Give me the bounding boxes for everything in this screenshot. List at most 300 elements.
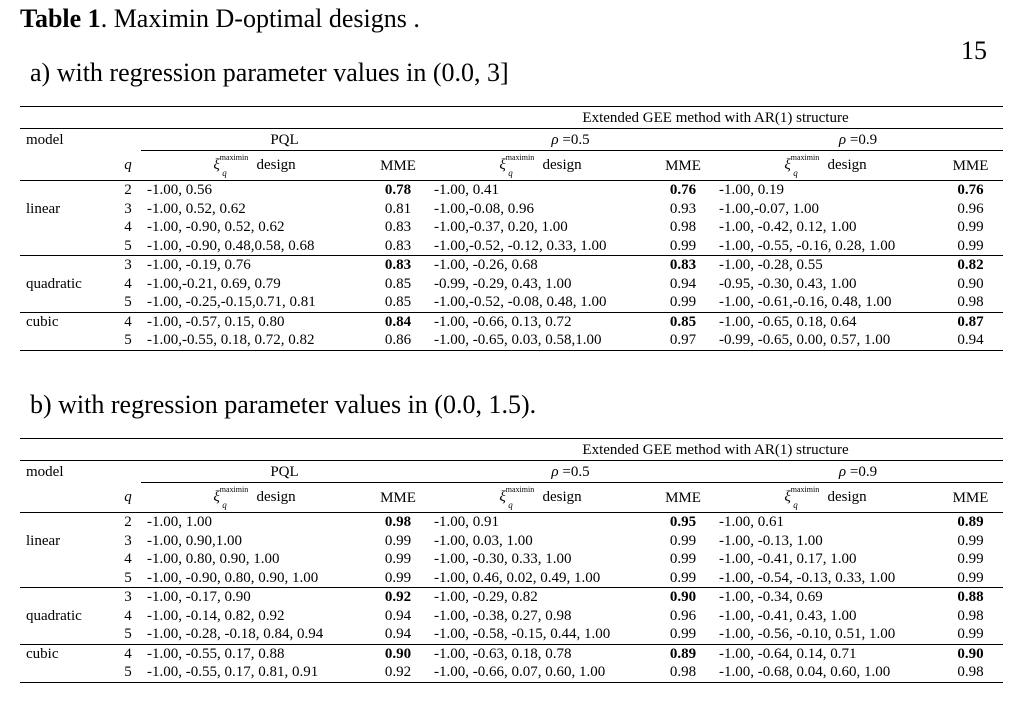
mme-value: 0.87 — [957, 313, 984, 330]
mme-cell — [368, 569, 428, 588]
model-cell — [20, 275, 115, 294]
mme-cell — [368, 513, 428, 532]
mme-cell — [653, 293, 713, 312]
xi-superscript: maximin — [219, 485, 249, 494]
q-label: q — [124, 157, 132, 174]
mme-value: 0.99 — [957, 569, 984, 586]
design-value: -0.99, -0.29, 0.43, 1.00 — [434, 275, 572, 292]
mme-cell — [938, 256, 1003, 275]
design-cell — [713, 331, 938, 350]
q-value: 4 — [124, 313, 132, 330]
rho-value: =0.9 — [849, 131, 878, 148]
design-cell — [428, 237, 653, 256]
design-label: design — [256, 489, 296, 505]
mme-value: 0.94 — [384, 607, 412, 624]
mme-value: 0.90 — [384, 645, 412, 662]
section-b-heading: b) with regression parameter values in (0.0, 1.5). — [30, 390, 537, 419]
design-cell — [713, 200, 938, 219]
pql-label: PQL — [270, 131, 299, 148]
mme-value: 0.96 — [669, 607, 697, 624]
mme-value: 0.99 — [957, 532, 984, 549]
design-value: -1.00, 0.19 — [719, 182, 784, 198]
section-a-heading: a) with regression parameter values in (0.0, 3] — [30, 58, 509, 87]
mme-cell — [653, 312, 713, 331]
table-row — [20, 218, 1003, 237]
mme-value: 0.94 — [957, 332, 984, 348]
xi-symbol — [784, 153, 823, 178]
design-value: -1.00, 0.46, 0.02, 0.49, 1.00 — [434, 569, 601, 586]
design-cell — [141, 181, 368, 200]
design-value: -1.00, -0.34, 0.69 — [719, 589, 823, 605]
design-cell — [141, 331, 368, 350]
mme-value: 0.94 — [669, 275, 697, 292]
design-cell — [713, 644, 938, 663]
header-blank — [20, 439, 141, 461]
xi-symbol — [213, 485, 252, 510]
table-row — [20, 200, 1003, 219]
mme-value: 0.89 — [957, 514, 984, 530]
q-value: 4 — [124, 275, 132, 292]
q-value: 5 — [124, 569, 132, 586]
group-title-text: Extended GEE method with AR(1) structure — [582, 109, 849, 126]
xi-design-header — [428, 483, 653, 513]
mme-cell — [653, 588, 713, 607]
mme-cell — [938, 550, 1003, 569]
design-cell — [428, 312, 653, 331]
model-cell — [20, 663, 115, 682]
design-cell — [141, 532, 368, 551]
design-value: -1.00, -0.14, 0.82, 0.92 — [147, 607, 285, 624]
xi-design-header — [141, 151, 368, 181]
table-row — [20, 663, 1003, 682]
mme-cell — [653, 550, 713, 569]
design-cell — [713, 218, 938, 237]
mme-value: 0.98 — [957, 607, 984, 624]
design-value: -1.00,-0.37, 0.20, 1.00 — [434, 219, 568, 235]
design-value: -1.00, -0.41, 0.43, 1.00 — [719, 607, 857, 624]
mme-label: MME — [380, 157, 416, 174]
xi-letter: ξ — [499, 157, 506, 173]
design-cell — [428, 256, 653, 275]
mme-cell — [938, 625, 1003, 644]
table-row — [20, 588, 1003, 607]
model-header — [20, 129, 115, 151]
header-blank — [115, 461, 141, 483]
design-cell — [713, 513, 938, 532]
design-cell — [141, 256, 368, 275]
mme-cell — [938, 588, 1003, 607]
header-blank — [141, 107, 428, 129]
q-cell — [115, 607, 141, 626]
table-b — [20, 438, 1003, 683]
design-cell — [713, 607, 938, 626]
q-cell — [115, 218, 141, 237]
design-value: -1.00, -0.41, 0.17, 1.00 — [719, 551, 857, 567]
q-cell — [115, 569, 141, 588]
model-cell — [20, 569, 115, 588]
table-a — [20, 106, 1003, 351]
design-value: -1.00, -0.64, 0.14, 0.71 — [719, 645, 857, 662]
design-value: -1.00,-0.07, 1.00 — [719, 200, 819, 217]
design-value: -1.00, -0.57, 0.15, 0.80 — [147, 313, 285, 330]
design-value: -1.00,-0.52, -0.12, 0.33, 1.00 — [434, 237, 607, 254]
design-value: -1.00, -0.55, -0.16, 0.28, 1.00 — [719, 237, 896, 254]
model-cell — [20, 200, 115, 219]
header-blank — [20, 151, 115, 181]
design-cell — [428, 181, 653, 200]
mme-value: 0.99 — [957, 626, 984, 642]
table-row — [20, 293, 1003, 312]
design-value: -1.00, -0.17, 0.90 — [147, 589, 251, 605]
design-cell — [428, 513, 653, 532]
design-cell — [141, 550, 368, 569]
model-cell — [20, 293, 115, 312]
design-cell — [141, 569, 368, 588]
mme-cell — [938, 293, 1003, 312]
design-value: -0.99, -0.65, 0.00, 0.57, 1.00 — [719, 332, 891, 348]
mme-value: 0.99 — [957, 551, 984, 567]
design-cell — [428, 532, 653, 551]
design-value: -1.00, -0.90, 0.80, 0.90, 1.00 — [147, 569, 319, 586]
mme-cell — [938, 200, 1003, 219]
design-cell — [713, 550, 938, 569]
mme-cell — [368, 532, 428, 551]
mme-cell — [368, 218, 428, 237]
design-value: -1.00,-0.52, -0.08, 0.48, 1.00 — [434, 294, 607, 310]
mme-header — [368, 483, 428, 513]
q-value: 5 — [124, 332, 132, 348]
design-cell — [141, 218, 368, 237]
design-label: design — [256, 157, 296, 173]
xi-superscript: maximin — [505, 485, 535, 494]
table-row — [20, 532, 1003, 551]
design-value: -1.00, -0.13, 1.00 — [719, 532, 823, 549]
table-caption — [20, 4, 420, 34]
xi-superscript: maximin — [505, 153, 535, 162]
xi-design-header — [428, 151, 653, 181]
mme-cell — [368, 331, 428, 350]
mme-label: MME — [380, 489, 416, 506]
design-cell — [428, 218, 653, 237]
design-value: -1.00, 0.80, 0.90, 1.00 — [147, 551, 280, 567]
q-cell — [115, 513, 141, 532]
design-cell — [141, 644, 368, 663]
mme-cell — [653, 331, 713, 350]
xi-letter: ξ — [784, 157, 791, 173]
mme-value: 0.88 — [957, 589, 984, 605]
q-value: 4 — [124, 219, 132, 235]
mme-cell — [368, 312, 428, 331]
mme-cell — [653, 663, 713, 682]
xi-symbol — [784, 485, 823, 510]
xi-letter: ξ — [784, 489, 791, 505]
model-name: linear — [26, 200, 61, 217]
rho09-header — [713, 461, 1003, 483]
design-value: -1.00, -0.54, -0.13, 0.33, 1.00 — [719, 569, 896, 586]
mme-cell — [938, 532, 1003, 551]
mme-cell — [653, 275, 713, 294]
design-value: -1.00, -0.25,-0.15,0.71, 0.81 — [147, 294, 316, 310]
mme-value: 0.98 — [957, 294, 984, 310]
rho-value: =0.5 — [562, 463, 590, 480]
xi-symbol — [499, 153, 538, 178]
mme-value: 0.95 — [669, 514, 697, 530]
mme-value: 0.89 — [669, 645, 697, 662]
model-cell — [20, 513, 115, 532]
design-cell — [713, 312, 938, 331]
mme-value: 0.97 — [669, 332, 697, 348]
design-cell — [141, 293, 368, 312]
mme-label: MME — [665, 157, 701, 174]
design-cell — [713, 275, 938, 294]
results-table — [20, 438, 1003, 683]
rho-symbol: ρ — [838, 131, 847, 148]
xi-subscript: q — [222, 500, 227, 510]
design-value: -1.00, -0.55, 0.17, 0.81, 0.91 — [147, 664, 319, 680]
results-table — [20, 106, 1003, 351]
mme-value: 0.98 — [384, 514, 412, 530]
q-label: q — [124, 489, 132, 506]
mme-cell — [938, 663, 1003, 682]
table-row — [20, 312, 1003, 331]
xi-subscript: q — [508, 500, 513, 510]
model-label: model — [26, 131, 64, 148]
design-value: -1.00, -0.90, 0.48,0.58, 0.68 — [147, 237, 315, 254]
design-cell — [713, 256, 938, 275]
group-title — [428, 107, 1003, 129]
mme-value: 0.90 — [957, 275, 984, 292]
mme-value: 0.82 — [957, 257, 984, 273]
design-value: -1.00, -0.65, 0.03, 0.58,1.00 — [434, 332, 602, 348]
q-cell — [115, 663, 141, 682]
mme-value: 0.99 — [669, 237, 697, 254]
mme-value: 0.92 — [384, 589, 412, 605]
model-cell — [20, 312, 115, 331]
q-cell — [115, 625, 141, 644]
table-row — [20, 625, 1003, 644]
mme-cell — [653, 644, 713, 663]
mme-cell — [653, 625, 713, 644]
design-value: -1.00, -0.42, 0.12, 1.00 — [719, 219, 857, 235]
group-title-text: Extended GEE method with AR(1) structure — [582, 441, 849, 458]
mme-value: 0.92 — [384, 664, 412, 680]
design-value: -1.00, -0.19, 0.76 — [147, 257, 251, 273]
q-cell — [115, 275, 141, 294]
mme-header — [653, 151, 713, 181]
mme-value: 0.85 — [384, 294, 412, 310]
q-cell — [115, 644, 141, 663]
q-value: 4 — [124, 645, 132, 662]
design-cell — [141, 663, 368, 682]
mme-cell — [368, 256, 428, 275]
model-cell — [20, 607, 115, 626]
xi-superscript: maximin — [219, 153, 249, 162]
model-name: linear — [26, 532, 61, 549]
rho-symbol: ρ — [838, 463, 847, 480]
design-value: -1.00, -0.63, 0.18, 0.78 — [434, 645, 572, 662]
q-value: 4 — [124, 607, 132, 624]
mme-cell — [368, 237, 428, 256]
design-cell — [141, 200, 368, 219]
mme-value: 0.94 — [384, 626, 412, 642]
header-blank — [115, 129, 141, 151]
xi-design-header — [713, 483, 938, 513]
mme-cell — [938, 513, 1003, 532]
mme-value: 0.90 — [669, 589, 697, 605]
mme-value: 0.99 — [384, 569, 412, 586]
mme-cell — [653, 532, 713, 551]
mme-cell — [368, 293, 428, 312]
table-row — [20, 256, 1003, 275]
design-cell — [141, 588, 368, 607]
design-value: -1.00, -0.38, 0.27, 0.98 — [434, 607, 572, 624]
mme-value: 0.83 — [384, 219, 412, 235]
xi-superscript: maximin — [790, 485, 820, 494]
q-cell — [115, 588, 141, 607]
mme-value: 0.76 — [669, 182, 697, 198]
design-cell — [428, 550, 653, 569]
q-value: 3 — [124, 589, 132, 605]
mme-cell — [938, 331, 1003, 350]
design-cell — [713, 569, 938, 588]
table-caption-label: Table 1 — [20, 4, 101, 33]
mme-value: 0.99 — [384, 551, 412, 567]
header-blank — [20, 483, 115, 513]
q-value: 3 — [124, 257, 132, 273]
mme-cell — [653, 181, 713, 200]
design-cell — [428, 569, 653, 588]
mme-value: 0.99 — [384, 532, 412, 549]
design-cell — [713, 181, 938, 200]
mme-cell — [938, 607, 1003, 626]
mme-value: 0.99 — [957, 219, 984, 235]
q-value: 5 — [124, 294, 132, 310]
mme-value: 0.99 — [669, 551, 697, 567]
design-value: -1.00, -0.28, 0.55 — [719, 257, 823, 273]
mme-header — [938, 151, 1003, 181]
design-label: design — [542, 489, 582, 505]
design-value: -1.00, -0.66, 0.07, 0.60, 1.00 — [434, 664, 606, 680]
design-value: -1.00, -0.30, 0.33, 1.00 — [434, 551, 572, 567]
xi-symbol — [213, 153, 252, 178]
model-cell — [20, 532, 115, 551]
design-value: -1.00, -0.61,-0.16, 0.48, 1.00 — [719, 294, 892, 310]
mme-value: 0.99 — [669, 294, 697, 310]
mme-value: 0.99 — [957, 237, 984, 254]
mme-value: 0.98 — [669, 664, 697, 680]
mme-cell — [368, 663, 428, 682]
mme-cell — [938, 644, 1003, 663]
design-value: -1.00, 0.91 — [434, 514, 499, 530]
table-row — [20, 237, 1003, 256]
mme-cell — [653, 218, 713, 237]
q-cell — [115, 532, 141, 551]
design-value: -1.00, -0.56, -0.10, 0.51, 1.00 — [719, 626, 896, 642]
design-value: -1.00, 0.90,1.00 — [147, 532, 242, 549]
rho-symbol: ρ — [551, 131, 559, 148]
design-value: -1.00, -0.65, 0.18, 0.64 — [719, 313, 857, 330]
mme-cell — [368, 200, 428, 219]
pql-header — [141, 129, 428, 151]
mme-value: 0.93 — [669, 200, 697, 217]
mme-cell — [938, 237, 1003, 256]
design-value: -1.00, 0.41 — [434, 182, 499, 198]
xi-design-header — [713, 151, 938, 181]
xi-letter: ξ — [499, 489, 506, 505]
table-row — [20, 275, 1003, 294]
mme-cell — [938, 181, 1003, 200]
q-cell — [115, 550, 141, 569]
q-cell — [115, 256, 141, 275]
mme-value: 0.83 — [669, 257, 697, 273]
design-value: -1.00, -0.68, 0.04, 0.60, 1.00 — [719, 664, 891, 680]
design-cell — [141, 312, 368, 331]
xi-superscript: maximin — [790, 153, 820, 162]
q-value: 3 — [124, 532, 132, 549]
mme-cell — [368, 644, 428, 663]
mme-header — [368, 151, 428, 181]
mme-value: 0.99 — [669, 532, 697, 549]
design-cell — [713, 625, 938, 644]
design-cell — [428, 293, 653, 312]
mme-cell — [368, 181, 428, 200]
table-row — [20, 644, 1003, 663]
mme-cell — [368, 625, 428, 644]
design-value: -1.00, -0.26, 0.68 — [434, 257, 538, 273]
pql-header — [141, 461, 428, 483]
design-value: -1.00, 0.61 — [719, 514, 784, 530]
design-label: design — [827, 157, 867, 173]
design-cell — [141, 625, 368, 644]
design-value: -1.00, -0.66, 0.13, 0.72 — [434, 313, 572, 330]
xi-symbol — [499, 485, 538, 510]
q-value: 2 — [124, 182, 132, 198]
q-cell — [115, 200, 141, 219]
design-value: -1.00, -0.28, -0.18, 0.84, 0.94 — [147, 626, 324, 642]
design-cell — [428, 331, 653, 350]
table-row — [20, 513, 1003, 532]
mme-cell — [368, 275, 428, 294]
mme-cell — [368, 607, 428, 626]
q-cell — [115, 181, 141, 200]
design-value: -1.00,-0.08, 0.96 — [434, 200, 534, 217]
design-cell — [141, 607, 368, 626]
design-value: -1.00, 0.03, 1.00 — [434, 532, 533, 549]
table-row — [20, 550, 1003, 569]
pql-label: PQL — [270, 463, 299, 480]
model-cell — [20, 218, 115, 237]
xi-design-header — [141, 483, 368, 513]
design-cell — [713, 663, 938, 682]
xi-letter: ξ — [213, 489, 220, 505]
table-caption-text: . Maximin D-optimal designs . — [100, 4, 420, 33]
xi-subscript: q — [222, 168, 227, 178]
mme-cell — [653, 237, 713, 256]
mme-value: 0.81 — [384, 200, 412, 217]
rho-symbol: ρ — [551, 463, 559, 480]
model-name: quadratic — [26, 607, 82, 624]
mme-value: 0.76 — [957, 182, 984, 198]
mme-value: 0.96 — [957, 200, 984, 217]
q-value: 5 — [124, 664, 132, 680]
rho05-header — [428, 129, 713, 151]
design-value: -1.00, 0.56 — [147, 182, 212, 198]
design-value: -1.00, 1.00 — [147, 514, 212, 530]
q-value: 5 — [124, 626, 132, 642]
model-cell — [20, 588, 115, 607]
model-header — [20, 461, 115, 483]
design-cell — [428, 588, 653, 607]
